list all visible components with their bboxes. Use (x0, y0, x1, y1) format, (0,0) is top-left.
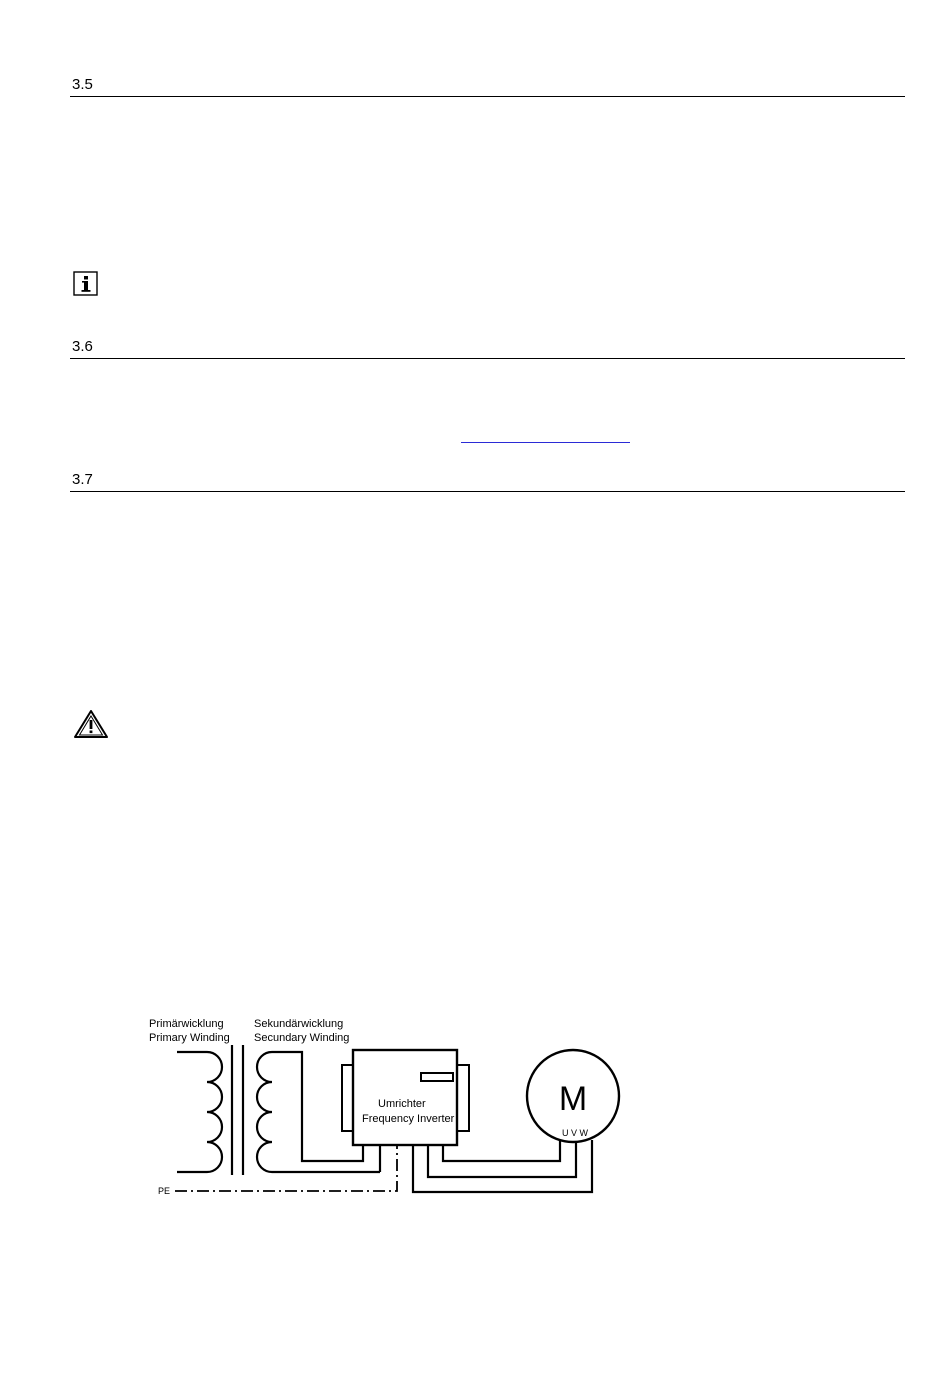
info-icon (73, 271, 99, 302)
primary-winding-label-de: Primärwicklung (149, 1018, 224, 1030)
section-rule (70, 96, 905, 97)
motor (527, 1050, 619, 1142)
section-rule (70, 491, 905, 492)
hyperlink-underline[interactable] (461, 442, 630, 443)
pe-label: PE (158, 1186, 171, 1196)
wiring-diagram (135, 1005, 635, 1205)
section-number-3-6: 3.6 (72, 338, 93, 355)
frequency-inverter (342, 1050, 469, 1145)
secondary-winding-label-de: Sekundärwicklung (254, 1018, 344, 1030)
section-number-3-5: 3.5 (72, 76, 93, 93)
inverter-label-en: Frequency Inverter (362, 1113, 455, 1125)
inverter-label-de: Umrichter (378, 1098, 426, 1110)
primary-winding-label-en: Primary Winding (149, 1032, 230, 1044)
motor-phase-labels: U V W (562, 1128, 588, 1138)
secondary-winding-label-en: Secundary Winding (254, 1032, 350, 1044)
section-rule (70, 358, 905, 359)
section-number-3-7: 3.7 (72, 471, 93, 488)
motor-label: M (558, 1080, 588, 1118)
warning-triangle-icon (73, 709, 109, 744)
